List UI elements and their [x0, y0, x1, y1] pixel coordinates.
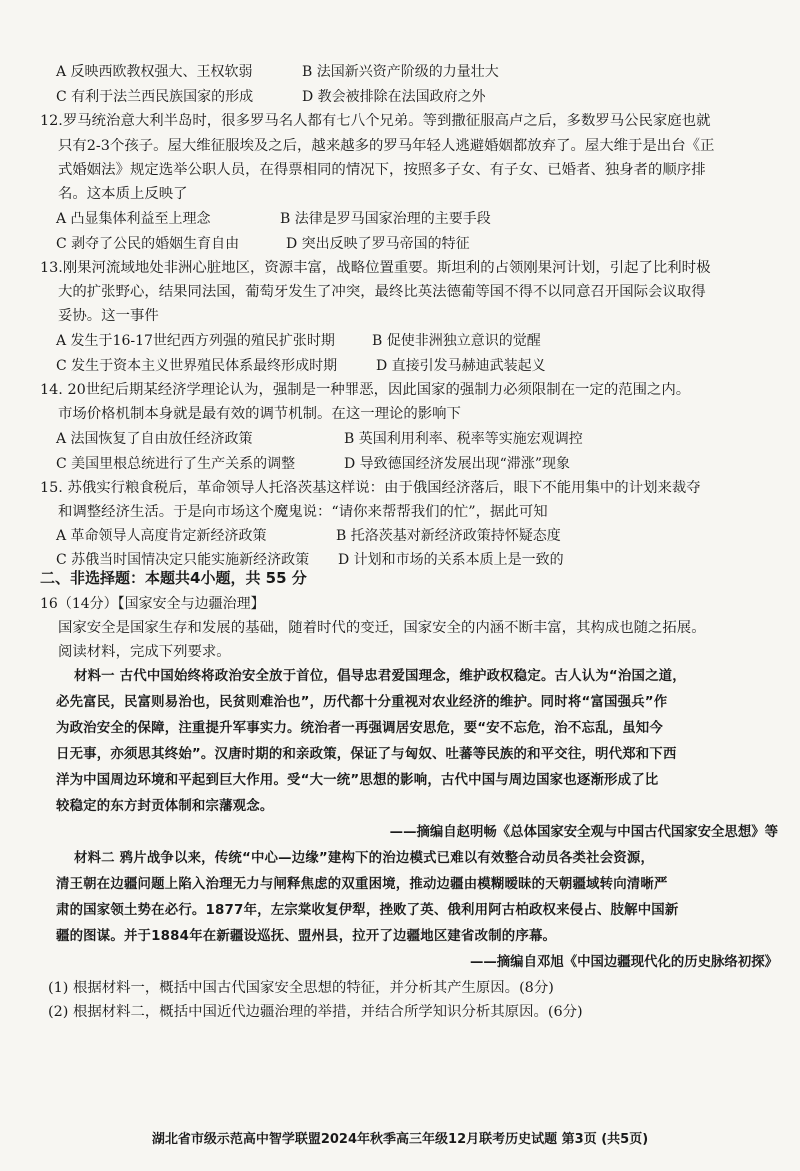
q14-option-a: A 法国恢复了自由放任经济政策	[56, 431, 253, 447]
q13-option-a: A 发生于16-17世纪西方列强的殖民扩张时期	[56, 333, 335, 349]
q13-option-b: B 促使非洲独立意识的觉醒	[372, 333, 541, 349]
q15-option-b: B 托洛茨基对新经济政策持怀疑态度	[336, 528, 561, 544]
q12-option-a: A 凸显集体利益至上理念	[56, 211, 211, 227]
q14-option-b: B 英国利用利率、税率等实施宏观调控	[344, 431, 583, 447]
q13-stem-line: 妥协。这一事件	[58, 308, 159, 324]
q15-stem-line: 15. 苏俄实行粮食税后，革命领导人托洛茨基这样说：由于俄国经济落后，眼下不能用集中的计划来裁夺	[40, 480, 701, 496]
q15-option-a: A 革命领导人高度肯定新经济政策	[56, 528, 267, 544]
q15-option-c: C 苏俄当时国情决定只能实施新经济政策	[56, 552, 310, 568]
q16-intro-line: 阅读材料，完成下列要求。	[58, 644, 231, 660]
material1-line: 为政治安全的保障，注重提升军事实力。统治者一再强调居安思危，要“安不忘危，治不忘乱，虽知今	[56, 721, 663, 736]
q11-option-b: B 法国新兴资产阶级的力量壮大	[302, 64, 499, 80]
q12-stem-line: 只有2-3个孩子。屋大维征服埃及之后，越来越多的罗马年轻人逃避婚姻都放弃了。屋大维于是出台《正	[58, 138, 715, 154]
q14-stem-line: 14. 20世纪后期某经济学理论认为，强制是一种罪恶，因此国家的强制力必须限制在一定的范围之内。	[40, 382, 691, 398]
material2-source: ——摘编自邓旭《中国边疆现代化的历史脉络初探》	[470, 955, 778, 970]
section-heading: 二、非选择题：本题共4小题，共 55 分	[40, 569, 307, 587]
material1-line: 较稳定的东方封贡体制和宗藩观念。	[56, 799, 274, 814]
q13-option-d: D 直接引发马赫迪武装起义	[376, 358, 546, 374]
q14-stem-line: 市场价格机制本身就是最有效的调节机制。在这一理论的影响下	[58, 406, 461, 422]
material1-line: 材料一 古代中国始终将政治安全放于首位，倡导忠君爱国理念，维护政权稳定。古人认为“治国之道，	[74, 669, 686, 684]
q14-option-d: D 导致德国经济发展出现“滞涨”现象	[344, 456, 570, 472]
material2-line: 清王朝在边疆问题上陷入治理无力与闸释焦虑的双重困境，推动边疆由模糊暧昧的天朝疆域转向清晰严	[56, 877, 668, 892]
material1-line: 日无事，亦须思其终始”。汉唐时期的和亲政策，保证了与匈奴、吐蕃等民族的和平交往，明代郑和下西	[56, 747, 677, 762]
q12-option-d: D 突出反映了罗马帝国的特征	[286, 236, 470, 252]
material1-source: ——摘编自赵明畅《总体国家安全观与中国古代国家安全思想》等	[389, 825, 778, 840]
q14-option-c: C 美国里根总统进行了生产关系的调整	[56, 456, 296, 472]
q15-stem-line: 和调整经济生活。于是向市场这个魔鬼说：“请你来帮帮我们的忙”，据此可知	[58, 504, 548, 520]
q12-option-b: B 法律是罗马国家治理的主要手段	[280, 211, 491, 227]
q16-requirement-1: (1) 根据材料一，概括中国古代国家安全思想的特征，并分析其产生原因。(8分)	[48, 980, 554, 996]
material2-line: 疆的图谋。并于1884年在新疆设巡抚、盟州县，拉开了边疆地区建省改制的序幕。	[56, 929, 557, 944]
q13-stem-line: 13.刚果河流域地处非洲心脏地区，资源丰富，战略位置重要。斯坦利的占领刚果河计划，引起了比利时极	[40, 260, 711, 276]
q12-stem-line: 名。这本质上反映了	[58, 186, 188, 202]
material2-line: 肃的国家领土势在必行。1877年，左宗棠收复伊犁，挫败了英、俄利用阿古柏政权来侵占、肢解中国新	[56, 903, 679, 918]
q16-heading: 16（14分）【国家安全与边疆治理】	[40, 596, 265, 612]
q15-option-d: D 计划和市场的关系本质上是一致的	[338, 552, 564, 568]
material1-line: 必先富民，民富则易治也，民贫则难治也”，历代都十分重视对农业经济的维护。同时将“富国强兵”作	[56, 695, 668, 710]
q12-stem-line: 式婚姻法》规定选举公职人员，在得票相同的情况下，按照多子女、有子女、已婚者、独身者的顺序排	[58, 162, 706, 178]
q11-option-a: A 反映西欧教权强大、王权软弱	[56, 64, 253, 80]
q13-option-c: C 发生于资本主义世界殖民体系最终形成时期	[56, 358, 338, 374]
q11-option-c: C 有利于法兰西民族国家的形成	[56, 89, 254, 105]
material1-line: 洋为中国周边环境和平起到巨大作用。受“大一统”思想的影响，古代中国与周边国家也逐渐形成了比	[56, 773, 659, 788]
page-footer: 湖北省市级示范高中智学联盟2024年秋季高三年级12月联考历史试题 第3页 (共5页)	[151, 1132, 649, 1147]
q11-option-d: D 教会被排除在法国政府之外	[302, 89, 486, 105]
q16-intro-line: 国家安全是国家生存和发展的基础，随着时代的变迁，国家安全的内涵不断丰富，其构成也随之拓展。	[58, 620, 706, 636]
q13-stem-line: 大的扩张野心，结果同法国，葡萄牙发生了冲突，最终比英法德葡等国不得不以同意召开国际会议取得	[58, 284, 706, 300]
q12-option-c: C 剥夺了公民的婚姻生育自由	[56, 236, 240, 252]
q16-requirement-2: (2) 根据材料二，概括中国近代边疆治理的举措，并结合所学知识分析其原因。(6分)	[48, 1004, 583, 1020]
material2-line: 材料二 鸦片战争以来，传统“中心—边缘”建构下的治边模式已难以有效整合动员各类社会资源，	[74, 851, 655, 866]
q12-stem-line: 12.罗马统治意大利半岛时，很多罗马名人都有七八个兄弟。等到撒征服高卢之后，多数罗马公民家庭也就	[40, 113, 711, 129]
